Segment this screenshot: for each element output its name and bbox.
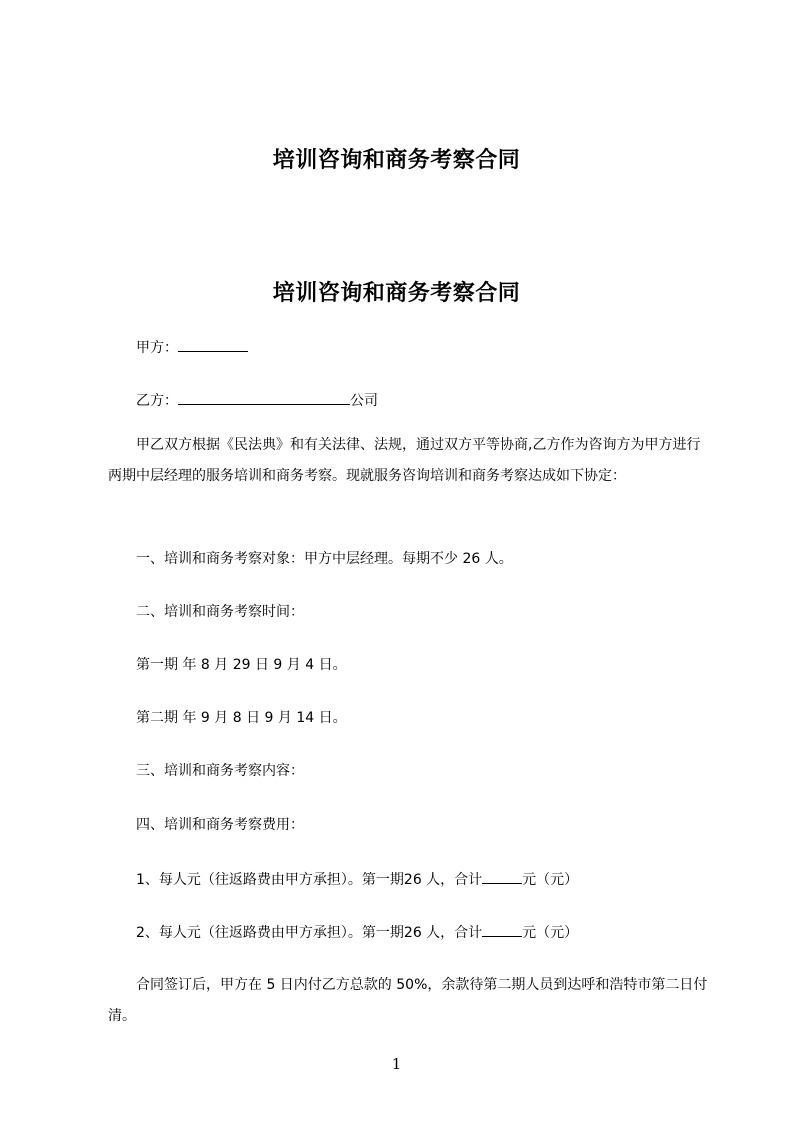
- party-a-blank: [178, 337, 248, 352]
- party-b-line: [136, 390, 378, 411]
- main-title: 培训咨询和商务考察合同: [272, 281, 521, 306]
- fee-2-blank: [482, 922, 522, 937]
- intro-paragraph: 甲乙双方根据《民法典》和有关法律、法规，通过双方平等协商,乙方作为咨询方为甲方进行两期中层经理的服务培训和商务考察。现就服务咨询培训和商务考察达成如下协定：: [108, 437, 701, 484]
- fee-1-suffix: 元（元）: [522, 872, 579, 888]
- clause-3: 三、培训和商务考察内容：: [136, 763, 304, 779]
- party-a-label: 甲方：: [136, 340, 178, 356]
- period-2: 第二期 年 9 月 8 日 9 月 14 日。: [136, 710, 347, 726]
- period-1: 第一期 年 8 月 29 日 9 月 4 日。: [136, 657, 347, 673]
- payment-paragraph: 合同签订后，甲方在 5 日内付乙方总款的 50%，余款待第二期人员到达呼和浩特市第二日付清。: [108, 977, 708, 1024]
- fee-1-text: 1、每人元（往返路费由甲方承担）。第一期26 人，合计: [136, 872, 483, 888]
- fee-1-blank: [482, 869, 522, 884]
- fee-line-2: [136, 922, 578, 943]
- clause-4: 四、培训和商务考察费用：: [136, 817, 304, 833]
- fee-2-suffix: 元（元）: [522, 925, 579, 941]
- clause-1: 一、培训和商务考察对象：甲方中层经理。每期不少 26 人。: [136, 551, 513, 567]
- fee-2-text: 2、每人元（往返路费由甲方承担）。第一期26 人，合计: [136, 925, 483, 941]
- party-b-blank: [178, 390, 350, 405]
- page-number: 1: [391, 1055, 402, 1073]
- party-b-suffix: 公司: [350, 393, 378, 409]
- party-b-label: 乙方：: [136, 393, 178, 409]
- party-a-line: [136, 337, 248, 358]
- clause-2: 二、培训和商务考察时间：: [136, 604, 304, 620]
- fee-line-1: [136, 869, 578, 890]
- cover-title: 培训咨询和商务考察合同: [272, 148, 521, 173]
